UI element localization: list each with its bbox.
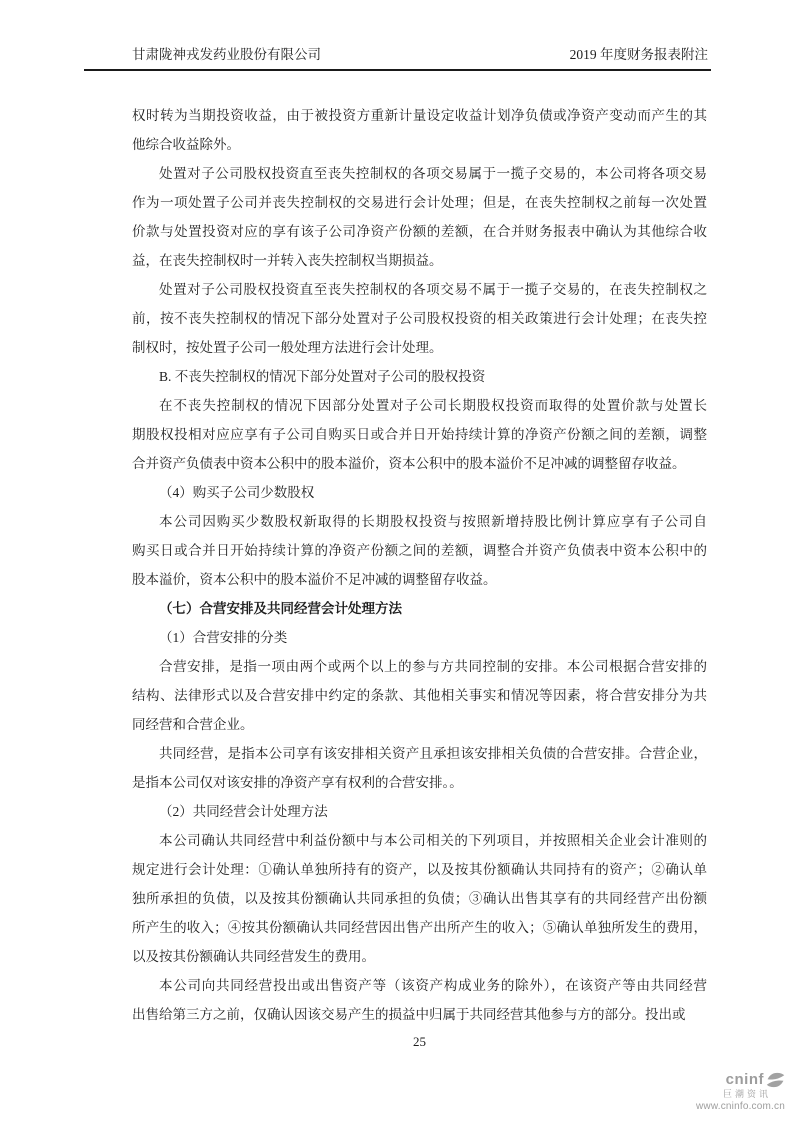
text-line: 作为一项处置子公司并丧失控制权的交易进行会计处理；但是，在丧失控制权之前每一次处置 xyxy=(132,195,707,210)
cninfo-brand-row xyxy=(635,1072,785,1088)
section-heading-paragraph xyxy=(132,594,707,623)
text-line: （七）合营安排及共同经营会计处理方法 xyxy=(159,601,402,616)
text-line: 所产生的收入；④按其份额确认共同经营因出售产出所产生的收入；⑤确认单独所发生的费用， xyxy=(132,920,707,935)
text-line: 前，按不丧失控制权的情况下部分处置对子公司股权投资的相关政策进行会计处理；在丧失控 xyxy=(132,311,707,326)
text-line: 股本溢价，资本公积中的股本溢价不足冲减的调整留存收益。 xyxy=(132,572,497,587)
text-line: 益，在丧失控制权时一并转入丧失控制权当期损益。 xyxy=(132,253,443,268)
paragraph xyxy=(132,362,707,391)
cninfo-swoosh-icon xyxy=(766,1072,785,1088)
paragraph xyxy=(132,971,707,1029)
text-line: 购买日或合并日开始持续计算的净资产份额之间的差额，调整合并资产负债表中资本公积中的 xyxy=(132,543,707,558)
paragraph xyxy=(132,507,707,594)
text-line: 期股权投相对应应享有子公司自购买日或合并日开始持续计算的净资产份额之间的差额，调整 xyxy=(132,427,707,442)
text-line: 本公司确认共同经营中利益份额中与本公司相关的下列项目，并按照相关企业会计准则的 xyxy=(159,833,707,848)
text-line: 在不丧失控制权的情况下因部分处置对子公司长期股权投资而取得的处置价款与处置长 xyxy=(159,398,707,413)
paragraph xyxy=(132,275,707,362)
text-line: 处置对子公司股权投资直至丧失控制权的各项交易不属于一揽子交易的，在丧失控制权之 xyxy=(159,282,707,297)
text-line: B. 不丧失控制权的情况下部分处置对子公司的股权投资 xyxy=(159,369,486,384)
text-line: （2）共同经营会计处理方法 xyxy=(159,804,328,819)
text-line: 本公司向共同经营投出或出售资产等（该资产构成业务的除外），在该资产等由共同经营 xyxy=(159,978,707,993)
text-line: 规定进行会计处理：①确认单独所持有的资产，以及按其份额确认共同持有的资产；②确认单 xyxy=(132,862,707,877)
cninfo-logo xyxy=(635,1072,785,1113)
page-header xyxy=(132,46,708,64)
paragraph xyxy=(132,652,707,739)
paragraph xyxy=(132,101,707,159)
paragraph xyxy=(132,159,707,275)
text-line: 合并资产负债表中资本公积中的股本溢价，资本公积中的股本溢价不足冲减的调整留存收益。 xyxy=(132,456,686,471)
text-line: 独所承担的负债，以及按其份额确认共同承担的负债；③确认出售其享有的共同经营产出份额 xyxy=(132,891,707,906)
text-line: 共同经营，是指本公司享有该安排相关资产且承担该安排相关负债的合营安排。合营企业， xyxy=(159,746,707,761)
company-name: 甘肃陇神戎发药业股份有限公司 xyxy=(132,47,321,62)
page-number: 25 xyxy=(413,1034,426,1049)
cninfo-url: www.cninfo.com.cn xyxy=(696,1101,785,1112)
document-body xyxy=(132,101,707,1029)
text-line: 他综合收益除外。 xyxy=(132,137,240,152)
cninfo-chinese-name: 巨潮资讯 xyxy=(722,1089,771,1099)
paragraph xyxy=(132,478,707,507)
text-line: 结构、法律形式以及合营安排中约定的条款、其他相关事实和情况等因素，将合营安排分为共 xyxy=(132,688,707,703)
header-rule xyxy=(84,69,711,71)
text-line: （4）购买子公司少数股权 xyxy=(159,485,315,500)
text-line: 权时转为当期投资收益，由于被投资方重新计量设定收益计划净负债或净资产变动而产生的其 xyxy=(132,108,707,123)
paragraph xyxy=(132,826,707,971)
text-line: 本公司因购买少数股权新取得的长期股权投资与按照新增持股比例计算应享有子公司自 xyxy=(159,514,707,529)
text-line: 是指本公司仅对该安排的净资产享有权利的合营安排。。 xyxy=(132,775,463,790)
text-line: 制权时，按处置子公司一般处理方法进行会计处理。 xyxy=(132,340,443,355)
cninfo-brand-text: cninf xyxy=(725,1071,764,1088)
paragraph xyxy=(132,739,707,797)
paragraph xyxy=(132,797,707,826)
text-line: 价款与处置投资对应的享有该子公司净资产份额的差额，在合并财务报表中确认为其他综合收 xyxy=(132,224,707,239)
text-line: 同经营和合营企业。 xyxy=(132,717,254,732)
text-line: 合营安排，是指一项由两个或两个以上的参与方共同控制的安排。本公司根据合营安排的 xyxy=(159,659,707,674)
paragraph xyxy=(132,623,707,652)
paragraph xyxy=(132,391,707,478)
text-line: 以及按其份额确认共同经营发生的费用。 xyxy=(132,949,375,964)
text-line: 出售给第三方之前，仅确认因该交易产生的损益中归属于共同经营其他参与方的部分。投出或 xyxy=(132,1007,686,1022)
text-line: 处置对子公司股权投资直至丧失控制权的各项交易属于一揽子交易的，本公司将各项交易 xyxy=(159,166,707,181)
text-line: （1）合营安排的分类 xyxy=(159,630,288,645)
report-title: 2019 年度财务报表附注 xyxy=(569,47,708,62)
